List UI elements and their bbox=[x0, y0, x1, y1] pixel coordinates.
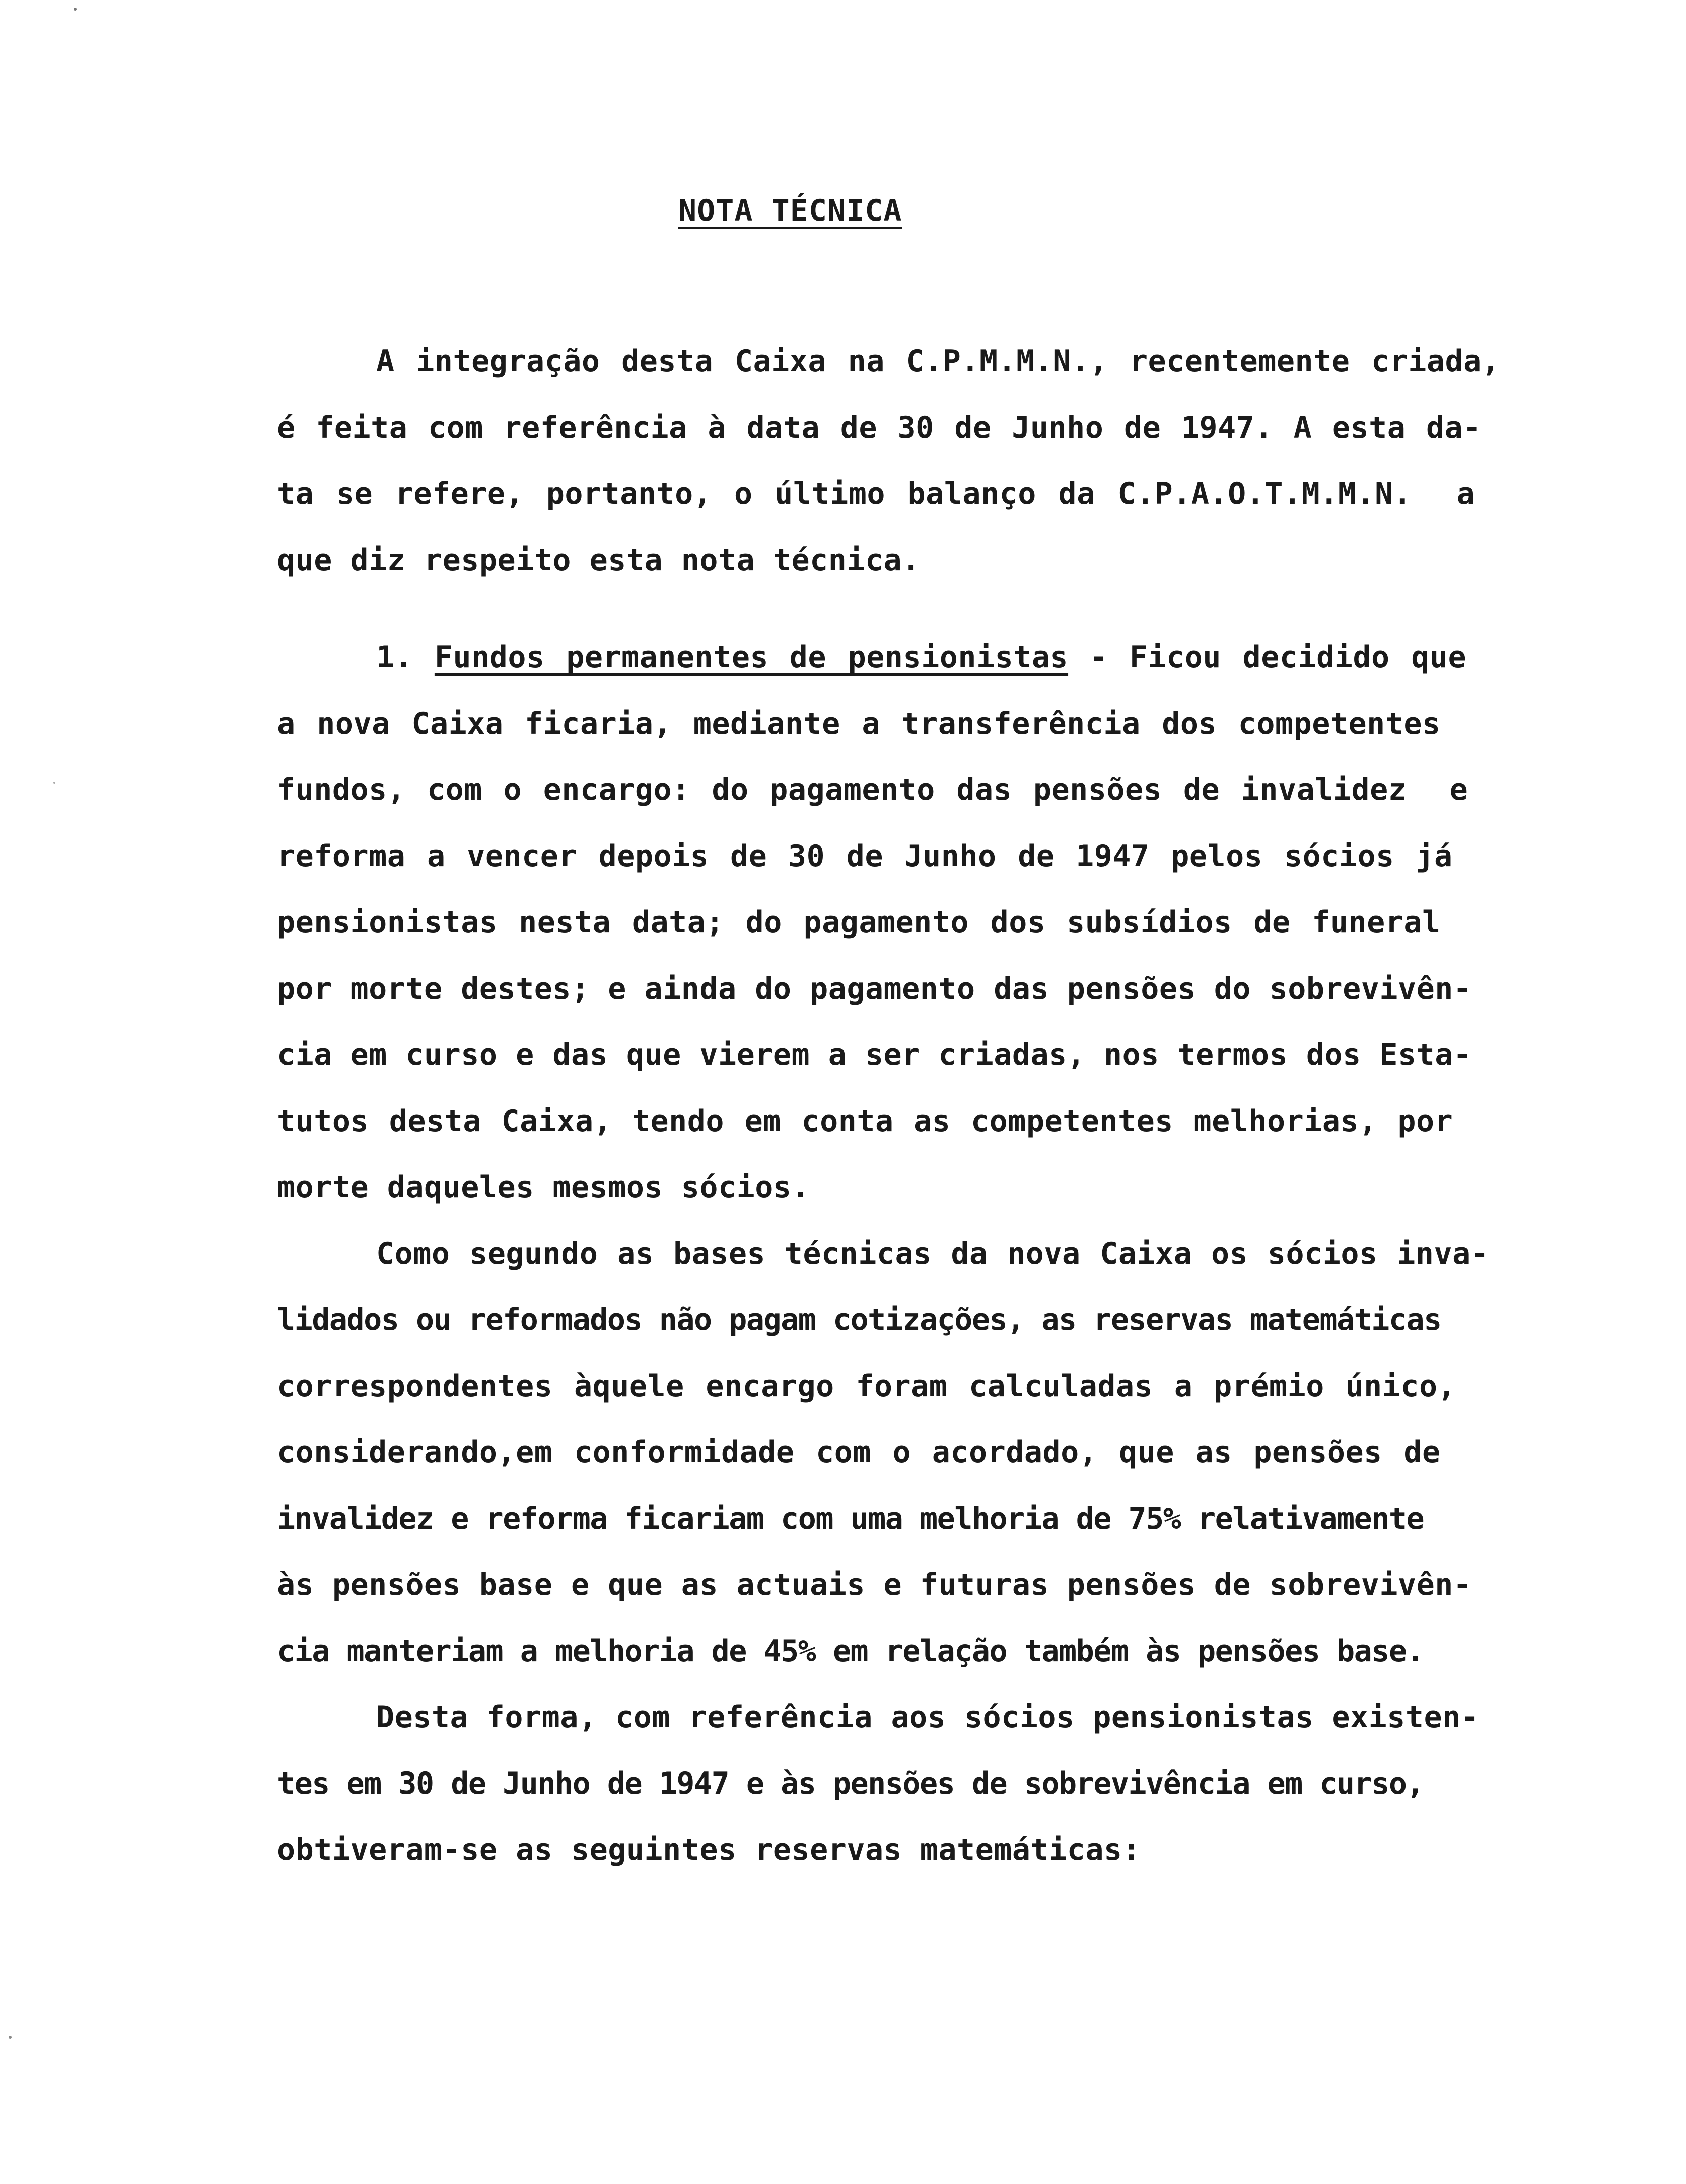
paragraph-2-line-5: invalidez e reforma ficariam com uma melhoria de 75% relativamente bbox=[277, 1501, 1424, 1536]
paragraph-3-line-3: obtiveram-se as seguintes reservas matemáticas: bbox=[277, 1832, 1141, 1867]
section-1-line-8: morte daqueles mesmos sócios. bbox=[277, 1170, 810, 1205]
paragraph-1-line-2: é feita com referência à data de 30 de Junho de 1947. A esta da- bbox=[277, 410, 1481, 445]
section-1-number: 1. bbox=[376, 640, 413, 675]
paragraph-2-line-6: às pensões base e que as actuais e futuras pensões de sobrevivên- bbox=[277, 1567, 1472, 1602]
section-1-line-6: cia em curso e das que vierem a ser criadas, nos termos dos Esta- bbox=[277, 1037, 1472, 1072]
paragraph-2-line-2: lidados ou reformados não pagam cotizações, as reservas matemáticas bbox=[277, 1302, 1441, 1337]
paragraph-2-line-1: Como segundo as bases técnicas da nova Caixa os sócios inva- bbox=[376, 1236, 1489, 1271]
paragraph-3-line-1: Desta forma, com referência aos sócios pensionistas existen- bbox=[376, 1700, 1479, 1735]
paragraph-1-line-3: ta se refere, portanto, o último balanço da C.P.A.O.T.M.M.N. a bbox=[277, 476, 1475, 511]
paragraph-2-line-4: considerando,em conformidade com o acordado, que as pensões de bbox=[277, 1435, 1441, 1470]
paragraph-3-line-2: tes em 30 de Junho de 1947 e às pensões de sobrevivência em curso, bbox=[277, 1766, 1424, 1801]
paragraph-1-line-4: que diz respeito esta nota técnica. bbox=[277, 542, 920, 578]
scan-speck bbox=[53, 782, 55, 784]
paragraph-2-line-3: correspondentes àquele encargo foram calculadas a prémio único, bbox=[277, 1369, 1456, 1404]
document-title: NOTA TÉCNICA bbox=[678, 193, 902, 228]
section-1-line-1: a nova Caixa ficaria, mediante a transferência dos competentes bbox=[277, 706, 1441, 741]
scan-speck bbox=[74, 8, 77, 11]
paragraph-1-line-1: A integração desta Caixa na C.P.M.M.N., recentemente criada, bbox=[376, 344, 1500, 379]
section-1-line-7: tutos desta Caixa, tendo em conta as competentes melhorias, por bbox=[277, 1104, 1453, 1139]
section-1-line-2: fundos, com o encargo: do pagamento das pensões de invalidez e bbox=[277, 772, 1468, 807]
section-1-line-3: reforma a vencer depois de 30 de Junho de 1947 pelos sócios já bbox=[277, 839, 1453, 874]
section-1-line-4: pensionistas nesta data; do pagamento dos subsídios de funeral bbox=[277, 905, 1441, 940]
paragraph-2-line-7: cia manteriam a melhoria de 45% em relação também às pensões base. bbox=[277, 1633, 1424, 1669]
scan-speck bbox=[9, 2036, 12, 2039]
section-1-lead-rest: - Ficou decidido que bbox=[1068, 640, 1467, 675]
section-1-line-5: por morte destes; e ainda do pagamento das pensões do sobrevivên- bbox=[277, 971, 1472, 1006]
section-1-heading: Fundos permanentes de pensionistas bbox=[434, 640, 1069, 675]
